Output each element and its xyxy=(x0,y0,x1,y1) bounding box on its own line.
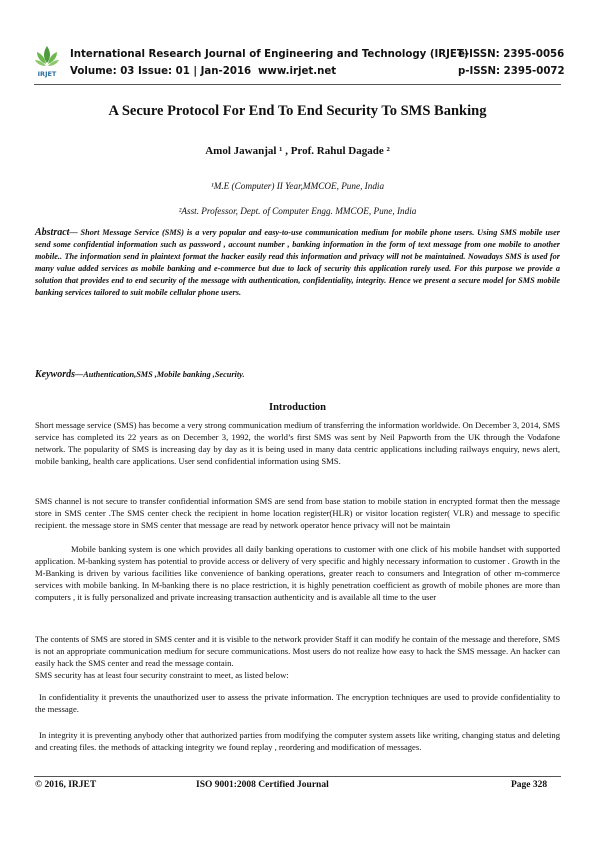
paragraph xyxy=(35,543,560,603)
paragraph-1: Short message service (SMS) has become a very strong communication medium of transferring the information worldwide. On December 3, 2014, SMS service has completed its 22 years as on December 3, 1992, the world’s first SMS was sent by Neil Papworth from the UK through the Vodafone network. The popularity of SMS is increasing day by day as it is being used in many data centric applications including railways enquiry, news alert, mobile banking, health care applications. User send confidential information using SMS. xyxy=(35,420,560,467)
abstract xyxy=(35,227,560,298)
footer-copyright: © 2016, IRJET xyxy=(35,780,97,790)
section-heading: Introduction xyxy=(269,402,326,413)
abstract-label: Abstract xyxy=(35,227,70,238)
paper-authors: Amol Jawanjal ¹ , Prof. Rahul Dagade ² xyxy=(205,145,390,157)
paragraph-7: In integrity it is preventing anybody other that authorized parties from modifying the computer system assets like writing, changing status and deleting and creating files. the methods of attacking integrity we found replay , reordering and modification of messages. xyxy=(35,730,560,753)
affiliation-2: ²Asst. Professor, Dept. of Computer Engg. MMCOE, Pune, India xyxy=(178,206,417,216)
paragraph xyxy=(35,729,560,753)
paper-title: A Secure Protocol For End To End Security To SMS Banking xyxy=(108,103,487,119)
keywords-label: Keywords xyxy=(35,369,75,380)
paragraph xyxy=(35,495,560,531)
footer-iso: ISO 9001:2008 Certified Journal xyxy=(196,780,329,790)
keywords xyxy=(35,369,560,380)
paragraph xyxy=(35,419,560,467)
pissn: p-ISSN: 2395-0072 xyxy=(458,66,565,77)
paragraph-3: Mobile banking system is one which provides all daily banking operations to customer with one click of his mobile handset with supported application. M-banking system has potential to provide access or delivery of very specific and highly necessary information to customer . Growth in the M-Banking is driven by various facilities like convenience of banking operations, greater reach to consumers and Integration of other m-commerce services with mobile banking. In M-banking there is no place restriction, it is highly penetration coefficient as growth of mobile phones are more than computers , it is fully personalized and private increasing transaction authenticity and is available all time to the user xyxy=(35,544,560,603)
paragraph xyxy=(35,691,560,715)
abstract-text: — Short Message Service (SMS) is a very popular and easy-to-use communication medium for mobile phone users. Using SMS mobile user send some confidential information such as password , account number , banking information in the form of text message from one mobile to another mobile.. The information send in plaintext format the hacker easily read this information and privacy will not be maintained. Nowadays SMS is used for many value added services as mobile banking and e-commerce but due to lack of security this application rarely used. For this purpose we provide a solution that provides end to end security of the message with authentication, confidentiality, integrity. Hence we present a secure model for SMS mobile banking services tailored to suit mobile cellular phone users. xyxy=(35,228,560,297)
website-link[interactable]: www.irjet.net xyxy=(258,66,337,77)
logo-text: IRJET xyxy=(37,70,57,78)
paragraph-5: SMS security has at least four security constraint to meet, as listed below: xyxy=(35,670,289,680)
footer-rule xyxy=(34,776,561,777)
paragraph-6: In confidentiality it prevents the unauthorized user to assess the private information. The encryption techniques are used to provide confidentiality to the message. xyxy=(35,692,560,715)
journal-name: International Research Journal of Engineering and Technology (IRJET) xyxy=(70,49,469,60)
irjet-logo xyxy=(34,44,60,80)
paragraph xyxy=(35,669,560,681)
affiliation-1: ¹M.E (Computer) II Year,MMCOE, Pune, India xyxy=(210,181,385,191)
paragraph xyxy=(35,633,560,669)
footer-page-number: Page 328 xyxy=(511,780,548,790)
keywords-text: —Authentication,SMS ,Mobile banking ,Security. xyxy=(75,370,245,379)
paragraph-2: SMS channel is not secure to transfer confidential information SMS are send from base station to mobile station in encrypted format then the message store in SMS center .The SMS center check the recipient in home location register(HLR) or visitor location register( VLR) and message to specific recipient. the message store in SMS center that message are read by network operator hence privacy will not be maintain xyxy=(35,496,560,531)
header-rule xyxy=(34,84,561,85)
issue-line: Volume: 03 Issue: 01 | Jan-2016 xyxy=(70,66,252,77)
paragraph-4: The contents of SMS are stored in SMS center and it is visible to the network provider Staff it can modify he contain of the message and therefore, SMS is not an appropriate communication medium for secure communications. Most users do not realize how easy to hack the SMS message. An hacker can easily hack the SMS center and read the message contain. xyxy=(35,634,560,669)
eissn: e-ISSN: 2395-0056 xyxy=(458,49,565,60)
